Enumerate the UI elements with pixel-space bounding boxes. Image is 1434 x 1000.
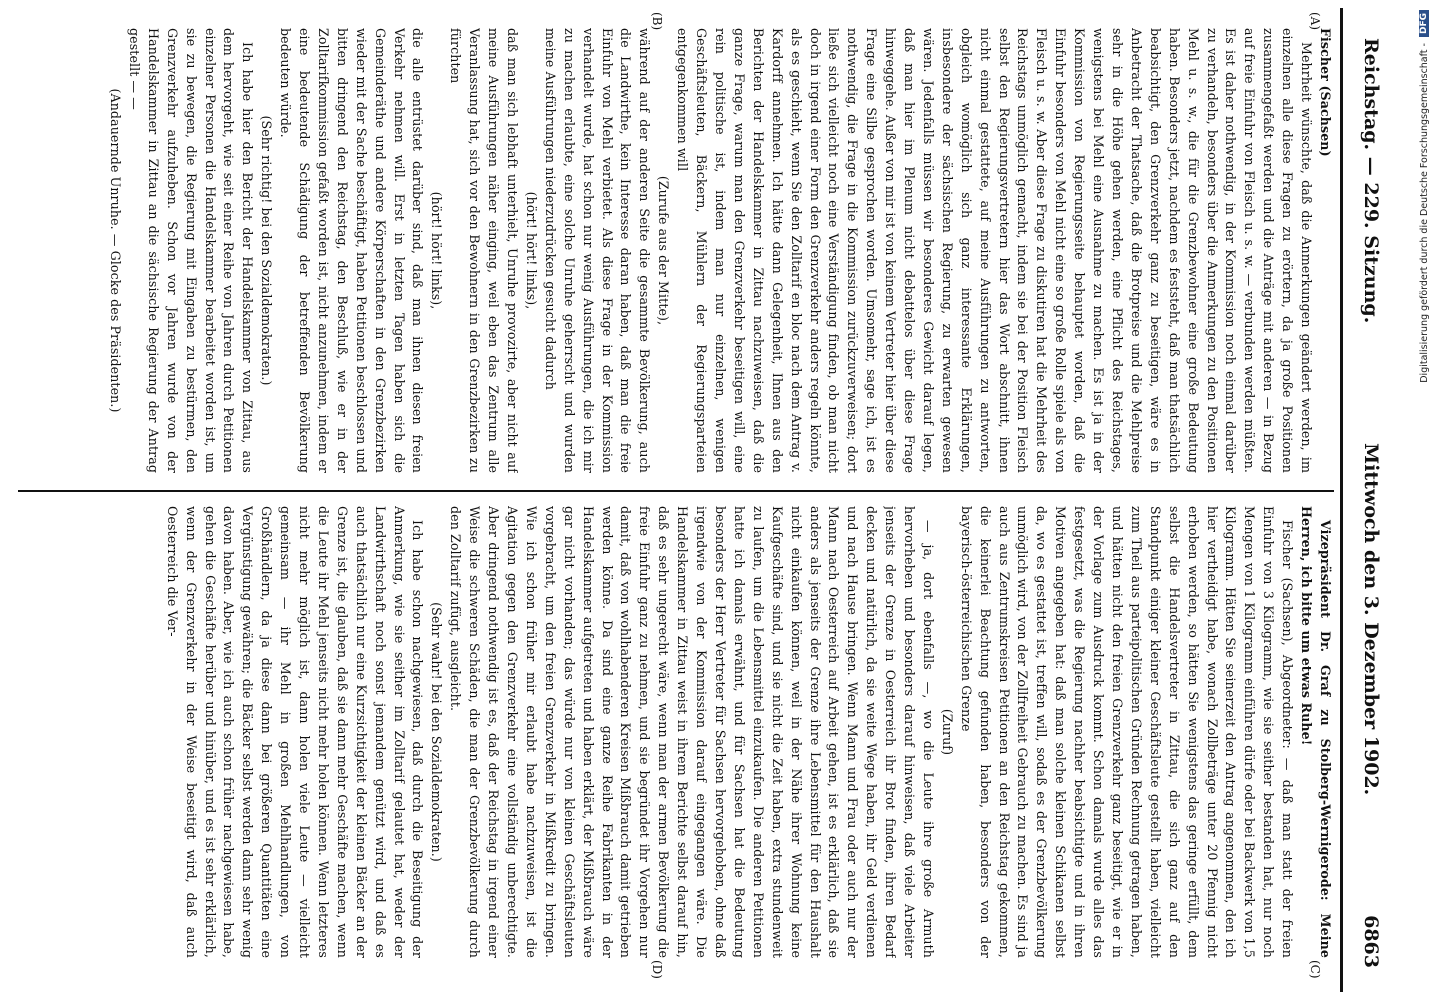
margin-marker-d: (D) <box>650 960 664 979</box>
interjection: (Zuruf) <box>939 708 955 756</box>
left-column <box>18 28 1334 473</box>
speaker-paragraph: Vizepräsident Dr. Graf zu Stolberg-Wernigerode: Meine Herren, ich bitte um etwas Ruhe! <box>1299 506 1333 958</box>
paragraph: während auf der anderen Seite die gesammte Bevölkerung, auch die Landwirthe, kein Interesse daran haben, daß man die freie Einfuhr von Mehl verbietet. Als diese Frage in der Kommission verhandelt wurde, hat schon nur wenig Ausführungen, die ich mir zu machen erlaubte, eine solche Unruhe geherrscht und wurden meine Ausführungen niederzudrücken gesucht dadurch <box>542 28 653 473</box>
right-column <box>18 506 1334 958</box>
column-divider <box>18 490 1334 492</box>
interjection: (hört! hört! links), <box>523 191 539 310</box>
paragraph: die alle entrüstet darüber sind, daß man ihnen diesen freien Verkehr nehmen will. Erst in letzten Tagen haben sich die Gemeinderäthe und andere Körperschaften in den Grenzbezirken wieder mit der Sache beschäftigt, haben Petitionen beschlossen und bitten dringend den Reichstag, den Beschluß, wie er in der Zolltarifkommission gefaßt worden ist, nicht anzunehmen, indem er eine bedeutende Schädigung der betreffenden Bevölkerung bedeuten würde. <box>278 28 426 473</box>
dfg-logo: DFG <box>1419 10 1429 37</box>
interjection: (hört! hört! links), <box>429 191 445 310</box>
page-header <box>1340 8 1400 992</box>
margin-marker-a: (A) <box>1308 12 1322 31</box>
paragraph: Ich habe hier den Bericht der Handelskammer von Zittau, aus dem hervorgeht, wie seit einer Reihe von Jahren durch Petitionen einzelner Personen die Handelskammer bearbeitet worden ist, um sie zu bewegen, die Regierung mit Eingaben zu bestürmen, den Grenzverkehr aufzuheben. Schon vor Jahren wurde von der Handelskammer in Zittau an die sächsische Regierung der Antrag gestellt — — <box>126 28 256 473</box>
interjection: (Andauernde Unruhe. — Glocke des Präsidenten.) <box>108 88 123 413</box>
interjection: (Sehr richtig! bei den Sozialdemokraten.) <box>259 115 275 386</box>
margin-marker-b: (B) <box>650 12 664 31</box>
paragraph: daß man sich lebhaft unterhielt, Unruhe provozirte, aber nicht auf meine Ausführungen näher einging, weil eben das Zentrum alle Veranlassung hat, sich vor den Bewohnern in den Grenzbezirken zu fürchten <box>448 28 521 473</box>
paragraph: Fischer (Sachsen), Abgeordneter: — daß man statt der freien Einfuhr von 3 Kilogramm, wie sie seither bestanden hat, nur noch Mengen von 1 Kilogramm einführen dürfe oder bei Backwerk von 1,5 Kilogramm. Hätten Sie seinerzeit den Antrag angenommen, den ich hier vertheidigt habe, wonach Zollbeträge unter 20 Pfennig nicht erhoben werden, so hätten Sie wenigstens das geringe erfüllt, dem selbst die Handelsvertreter in Zittau, die sich ganz auf den Standpunkt einiger kleiner Geschäftsleute gestellt haben, vielleicht zum Theil aus parteipolitischen Gründen Rechnung getragen haben, und hätten nicht den freien Grenzverkehr ganz beseitigt, wie er in der Vorlage zum Ausdruck kommt. Schon damals wurde alles das festgesetzt, was die Regierung nachher beabsichtigte und in ihren Motiven angegeben hat: daß man solche kleinen Schikanen selbst da, wo es gestattet ist, treffen will, sodaß es der Grenzbevölkerung unmöglich wird, von der Zollfreiheit Gebrauch zu machen. Es sind ja auch aus Zentrumskreisen Petitionen an den Reichstag gekommen, die keinerlei Beachtung gefunden haben, besonders von der bayerisch-österreichischen Grenze <box>958 506 1296 958</box>
paragraph: — ja, dort ebenfalls —, wo die Leute ihre große Armuth hervorheben und besonders darauf hinweisen, daß viele Arbeiter jenseits der Grenze in Oesterreich ihr Brot finden, ihren Bedarf decken und natürlich, da sie weite Wege haben, ihr Geld verdienen und nach Hause bringen. Wenn Mann und Frau oder auch nur der Mann nach Oesterreich auf Arbeit gehen, ist es erklärlich, daß sie anders als jenseits der Grenze ihre Lebensmittel für den Haushalt nicht einkaufen können, weil in der Nähe ihrer Wohnung keine Kaufgeschäfte sind, und sie nicht die Zeit haben, extra stundenweit zu laufen, um die Lebensmittel einzukaufen. Die anderen Petitionen hatte ich damals erwähnt, und für Sachsen hat die Bedeutung besonders der Herr Vertreter für Sachsen hervorgehoben, ohne daß irgendwie von der Kommission darauf eingegangen wäre. Die Handelskammer in Zittau weist in ihrem Berichte selbst darauf hin, daß es sehr ungerecht wäre, wenn man der armen Bevölkerung die freie Einfuhr ganz zu nehmen, und sie begründet ihr Vorgehen nur damit, daß von wohlhabenderen Kreisen Mißbrauch damit getrieben werden könne. Da sind eine ganze Reihe Fabrikanten in der Handelskammer aufgetreten und haben erklärt, der Mißbrauch wäre gar nicht vorhanden; das würde nur von kleinen Geschäftsleuten vorgebracht, um den freien Grenzverkehr in Mißkredit zu bringen. Wie ich schon früher mir erlaubt habe nachzuweisen, ist die Agitation gegen den Grenzverkehr eine vollständig unberechtigte. Aber dringend nothwendig ist es, daß der Reichstag in irgend einer Weise die schweren Schäden, die man der Grenzbevölkerung durch den Zolltarif zufügt, ausgleicht. <box>448 506 936 958</box>
text-columns <box>18 8 1334 992</box>
digitization-note <box>1416 10 1432 990</box>
page-number: 6863 <box>1360 915 1383 968</box>
speaker-label: Fischer (Sachsen) <box>1318 28 1333 157</box>
interjection: (Sehr wahr! bei den Sozialdemokraten.) <box>429 602 445 862</box>
rotated-page-content <box>8 8 1400 992</box>
paragraph: Mehrheit wünschte, daß die Anmerkungen geändert werden, im einzelnen alle diese Fragen zu erörtern, da ja große Positionen zusammengefaßt werden und die Anträge mit anderen — in Bezug auf freie Einfuhr von Fleisch u. s. w. — verbunden werden müßten. Es ist daher nothwendig, in der Kommission noch einmal darüber zu verhandeln, besonders über die Anmerkungen zu den Positionen Mehl u. s. w., die für die Grenzbewohner eine große Bedeutung haben. Besonders jetzt, nachdem es feststeht, daß man thatsächlich beabsichtigt, den Grenzverkehr ganz zu beseitigen, wäre es in Anbetracht der Thatsache, daß die Brotpreise und die Mehlpreise sehr in die Höhe gehen werden, eine Pflicht des Reichstages, wenigstens bei Mehl eine Ausnahme zu machen. Es ist ja in der Kommission von Regierungsseite behauptet worden, daß die Einfuhr besonders von Mehl nicht eine so große Rolle spiele als von Fleisch u. s. w. Aber diese Frage zu diskutiren hat die Mehrheit des Reichstags unmöglich gemacht, indem sie bei der Position Fleisch selbst den Regierungsvertretern hier das Wort abschnitt, ihnen nicht einmal gestattete, auf meine Ausführungen zu antworten, obgleich womöglich sich ganz interessante Erklärungen, insbesondere der sächsischen Regierung, zu erwarten gewesen wären. Jedenfalls müssen wir besonderes Gewicht darauf legen, daß man hier im Plenum nicht debattelos über diese Frage hinweggehe. Außer von mir ist von keinem Vertreter hier über diese Frage eine Silbe gesprochen worden. Umsomehr, sage ich, ist es nothwendig, die Frage in die Kommission zurückzuverweisen; dort ließe sich vielleicht noch eine Verständigung finden, ob man nicht doch in irgend einer Form den Grenzverkehr anders regeln könnte, als es geschieht, wenn Sie den Zolltarif en bloc nach dem Antrag v. Kardorff annehmen. Ich hätte dann Gelegenheit, Ihnen aus den Berichten der Handelskammer in Zittau nachzuweisen, daß die ganze Frage, warum man den Grenzverkehr beseitigen will, eine rein politische ist, indem man nur einzelnen, wenigen Geschäftsleuten, Bäckern, Mühlern der Regierungsparteien entgegenkommen will <box>675 28 1315 473</box>
paragraph: Ich habe schon nachgewiesen, daß durch die Beseitigung der Anmerkung, wie sie seither im Zolltarif gelautet hat, weder der Landwirthschaft noch sonst jemandem genützt wird, und daß es auch thatsächlich nur eine Kurzsichtigkeit der kleinen Bäcker an der Grenze ist, die glauben, daß sie dann mehr Geschäfte machen, wenn die Leute ihr Mehl jenseits nicht mehr holen können. Wenn letzteres nicht mehr möglich ist, dann holen viele Leute — vielleicht gemeinsam — ihr Mehl in großen Mehlhandlungen, von Großhändlern, da ja diese dann bei größeren Quantitäten eine Vergünstigung gewähren; die Bäcker selbst werden dann sehr wenig davon haben. Aber, wie ich auch schon früher nachgewiesen habe, gehen die Geschäfte herüber und hinüber, und es ist sehr erklärlich, wenn der Grenzverkehr in der Weise beseitigt wird, daß auch Oesterreich die Ver- <box>164 506 426 958</box>
margin-marker-c: (C) <box>1308 960 1322 979</box>
interjection: (Zurufe aus der Mitte), <box>656 175 672 326</box>
header-date: Mittwoch den 3. Dezember 1902. <box>1360 443 1383 796</box>
digitization-note-text: Digitalisierung gefördert durch die Deutsche Forschungsgemeinschaft - <box>1418 43 1430 383</box>
scanned-page <box>8 8 1400 992</box>
header-left: Reichstag. — 229. Sitzung. <box>1360 38 1383 324</box>
